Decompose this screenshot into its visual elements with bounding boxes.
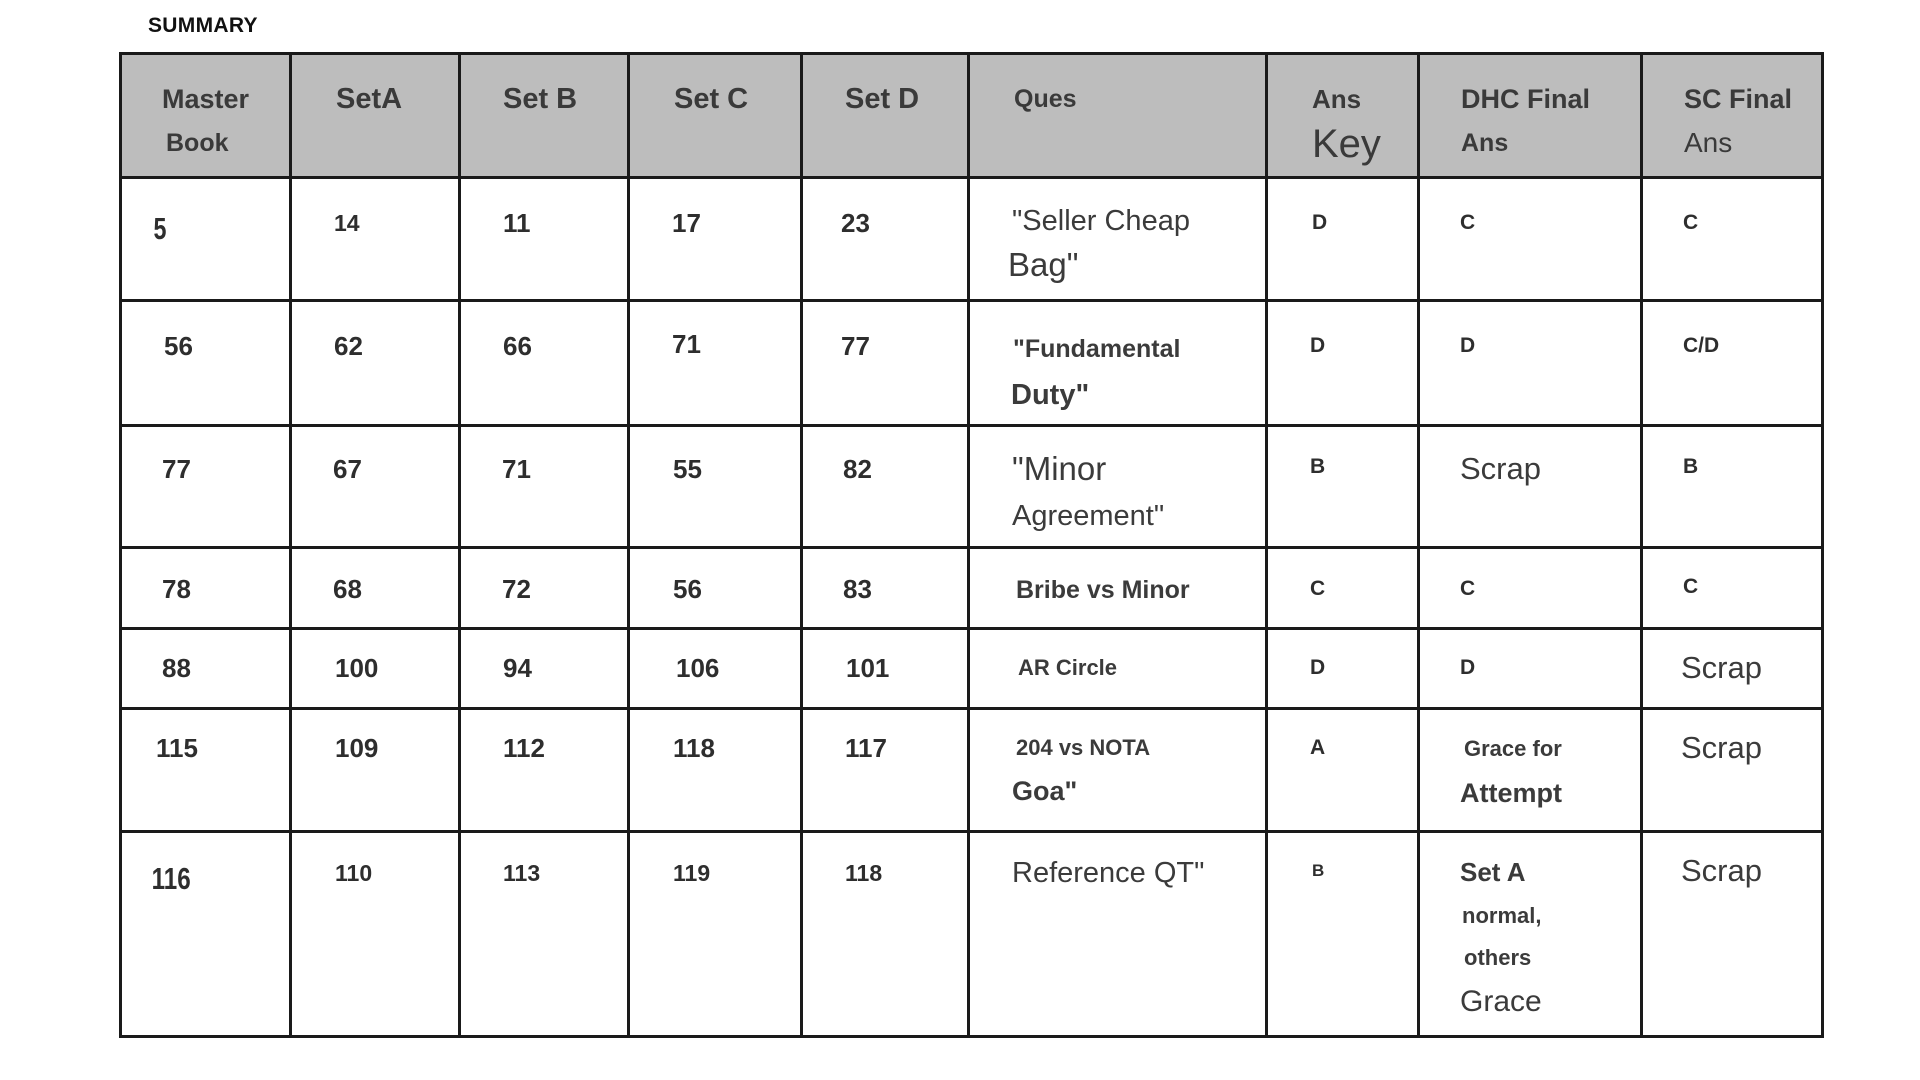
header-set-a-label: SetA: [336, 83, 403, 115]
cell-set-b: [460, 709, 629, 832]
cell-sc: [1642, 832, 1823, 1037]
cell-sc-value: Scrap: [1681, 853, 1762, 888]
cell-master: [121, 629, 291, 709]
cell-ans-key-value: A: [1310, 736, 1326, 759]
cell-set-d-value: 83: [843, 574, 872, 604]
header-ans-key-line1: Ans: [1312, 84, 1362, 114]
ques-line: Reference QT": [1012, 857, 1205, 889]
cell-master: [121, 301, 291, 426]
cell-sc-value: C/D: [1683, 334, 1720, 357]
cell-master-value: 116: [151, 861, 191, 896]
cell-set-c-value: 17: [672, 208, 701, 238]
cell-ans-key-value: D: [1310, 334, 1326, 357]
cell-ans-key: [1267, 426, 1419, 548]
cell-set-d: [802, 301, 969, 426]
cell-set-d-value: 77: [841, 331, 870, 361]
cell-sc-value: Scrap: [1681, 730, 1762, 765]
header-set-b: [460, 54, 629, 178]
header-ques: [969, 54, 1267, 178]
cell-dhc-value: Scrap: [1460, 451, 1541, 486]
cell-ans-key: [1267, 832, 1419, 1037]
cell-set-a-value: 67: [333, 454, 362, 484]
cell-dhc: [1419, 832, 1642, 1037]
cell-set-d-value: 23: [841, 208, 870, 238]
cell-ques: [969, 178, 1267, 301]
cell-sc: [1642, 301, 1823, 426]
header-sc-final-line1: SC Final: [1684, 84, 1793, 114]
cell-sc: [1642, 548, 1823, 629]
header-dhc-final-line2: Ans: [1461, 129, 1509, 157]
cell-set-c: [629, 629, 802, 709]
cell-dhc: [1419, 301, 1642, 426]
cell-set-d: [802, 629, 969, 709]
cell-set-d: [802, 832, 969, 1037]
cell-master-value: 77: [162, 454, 191, 484]
cell-ques: [969, 832, 1267, 1037]
cell-set-b-value: 11: [503, 208, 531, 238]
cell-set-a-value: 109: [335, 733, 379, 763]
summary-title: SUMMARY: [148, 14, 258, 37]
cell-ans-key-value: C: [1310, 577, 1326, 600]
ques-line: "Fundamental: [1013, 335, 1181, 363]
ques-line: AR Circle: [1018, 655, 1118, 680]
cell-set-c-value: 55: [673, 454, 702, 484]
summary-table: [119, 52, 1824, 1038]
cell-set-a: [291, 426, 460, 548]
header-set-c: [629, 54, 802, 178]
cell-set-b: [460, 178, 629, 301]
table-row: [121, 548, 1823, 629]
table-row: [121, 629, 1823, 709]
cell-set-a-value: 62: [334, 331, 363, 361]
cell-dhc: [1419, 709, 1642, 832]
cell-set-b-value: 112: [503, 733, 545, 763]
cell-set-b: [460, 548, 629, 629]
ques-line: Duty": [1011, 379, 1090, 411]
cell-ans-key: [1267, 629, 1419, 709]
dhc-line: Set A: [1460, 857, 1526, 887]
header-set-d-label: Set D: [845, 83, 920, 115]
cell-ans-key: [1267, 178, 1419, 301]
cell-master-value: 78: [162, 574, 191, 604]
cell-sc: [1642, 426, 1823, 548]
cell-set-c-value: 56: [673, 574, 702, 604]
dhc-line: Attempt: [1460, 778, 1562, 808]
cell-master: [121, 709, 291, 832]
cell-set-c: [629, 426, 802, 548]
cell-set-c: [629, 301, 802, 426]
cell-dhc-value: D: [1460, 334, 1476, 357]
cell-set-b-value: 71: [502, 454, 531, 484]
cell-set-a: [291, 301, 460, 426]
header-master-book-line2: Book: [166, 129, 229, 157]
cell-set-b-value: 66: [503, 331, 532, 361]
cell-set-c-value: 119: [673, 860, 711, 886]
cell-sc: [1642, 629, 1823, 709]
cell-ans-key-value: D: [1310, 656, 1326, 679]
cell-master: [121, 178, 291, 301]
table-row: [121, 709, 1823, 832]
cell-sc-value: C: [1683, 211, 1699, 234]
cell-set-a-value: 68: [333, 574, 362, 604]
header-ans-key-line2: Key: [1312, 122, 1381, 166]
cell-master-value: 5: [153, 211, 167, 246]
cell-set-c-value: 118: [673, 733, 715, 763]
cell-set-b: [460, 426, 629, 548]
cell-set-d-value: 118: [845, 860, 883, 886]
cell-set-d: [802, 548, 969, 629]
header-master-book: [121, 54, 291, 178]
header-sc-final: [1642, 54, 1823, 178]
cell-set-c: [629, 709, 802, 832]
cell-ques: [969, 426, 1267, 548]
cell-ans-key-value: D: [1312, 211, 1328, 234]
header-master-book-line1: Master: [162, 84, 250, 114]
cell-set-a: [291, 178, 460, 301]
cell-set-b-value: 94: [503, 653, 532, 683]
cell-master-value: 56: [164, 331, 193, 361]
header-ans-key: [1267, 54, 1419, 178]
table-row: [121, 832, 1823, 1037]
cell-dhc: [1419, 426, 1642, 548]
cell-set-b: [460, 301, 629, 426]
cell-sc: [1642, 178, 1823, 301]
cell-master: [121, 548, 291, 629]
cell-ques: [969, 548, 1267, 629]
cell-ques: [969, 301, 1267, 426]
header-dhc-final: [1419, 54, 1642, 178]
header-set-a: [291, 54, 460, 178]
cell-set-c-value: 106: [676, 653, 720, 683]
header-set-d: [802, 54, 969, 178]
ques-line: "Minor: [1012, 450, 1107, 487]
header-sc-final-line2: Ans: [1684, 127, 1733, 158]
cell-master: [121, 426, 291, 548]
cell-set-a-value: 110: [335, 860, 373, 886]
cell-dhc: [1419, 178, 1642, 301]
cell-set-c-value: 71: [672, 329, 701, 359]
cell-sc-value: B: [1683, 455, 1699, 478]
cell-set-b-value: 72: [502, 574, 531, 604]
table-row: [121, 178, 1823, 301]
ques-line: 204 vs NOTA: [1016, 735, 1151, 760]
header-dhc-final-line1: DHC Final: [1461, 84, 1591, 114]
cell-master-value: 115: [156, 733, 198, 763]
cell-ans-key: [1267, 548, 1419, 629]
cell-sc-value: C: [1683, 575, 1699, 598]
cell-set-c: [629, 178, 802, 301]
cell-set-b-value: 113: [503, 860, 541, 886]
header-set-c-label: Set C: [674, 83, 749, 115]
dhc-line: others: [1464, 945, 1532, 970]
ques-line: Bag": [1008, 246, 1079, 283]
cell-dhc-value: D: [1460, 656, 1476, 679]
cell-dhc: [1419, 629, 1642, 709]
header-ques-label: Ques: [1014, 85, 1077, 113]
dhc-line: Grace: [1460, 985, 1542, 1018]
cell-set-b: [460, 832, 629, 1037]
cell-set-d-value: 82: [843, 454, 872, 484]
cell-set-d: [802, 709, 969, 832]
ques-line: Goa": [1012, 776, 1078, 806]
cell-set-c: [629, 832, 802, 1037]
cell-sc: [1642, 709, 1823, 832]
header-row: [121, 54, 1823, 178]
dhc-line: normal,: [1462, 903, 1542, 928]
ques-line: "Seller Cheap: [1012, 205, 1190, 237]
cell-set-a: [291, 832, 460, 1037]
cell-set-b: [460, 629, 629, 709]
cell-set-d-value: 117: [845, 733, 887, 763]
cell-ans-key: [1267, 709, 1419, 832]
cell-set-a: [291, 709, 460, 832]
cell-set-d: [802, 426, 969, 548]
cell-set-a-value: 14: [334, 210, 360, 236]
table-row: [121, 301, 1823, 426]
cell-dhc-value: C: [1460, 577, 1476, 600]
cell-set-c: [629, 548, 802, 629]
cell-set-d-value: 101: [846, 653, 890, 683]
cell-set-a-value: 100: [335, 653, 379, 683]
cell-ans-key: [1267, 301, 1419, 426]
cell-ans-key-value: B: [1310, 455, 1326, 478]
cell-ans-key-value: B: [1312, 861, 1325, 880]
cell-set-d: [802, 178, 969, 301]
cell-dhc-value: C: [1460, 211, 1476, 234]
header-set-b-label: Set B: [503, 83, 578, 115]
cell-ques: [969, 629, 1267, 709]
cell-ques: [969, 709, 1267, 832]
cell-dhc: [1419, 548, 1642, 629]
table-row: [121, 426, 1823, 548]
cell-sc-value: Scrap: [1681, 650, 1762, 685]
dhc-line: Grace for: [1464, 736, 1562, 761]
cell-master: [121, 832, 291, 1037]
cell-set-a: [291, 629, 460, 709]
cell-master-value: 88: [162, 653, 191, 683]
cell-set-a: [291, 548, 460, 629]
ques-line: Bribe vs Minor: [1016, 576, 1190, 604]
ques-line: Agreement": [1012, 500, 1165, 532]
